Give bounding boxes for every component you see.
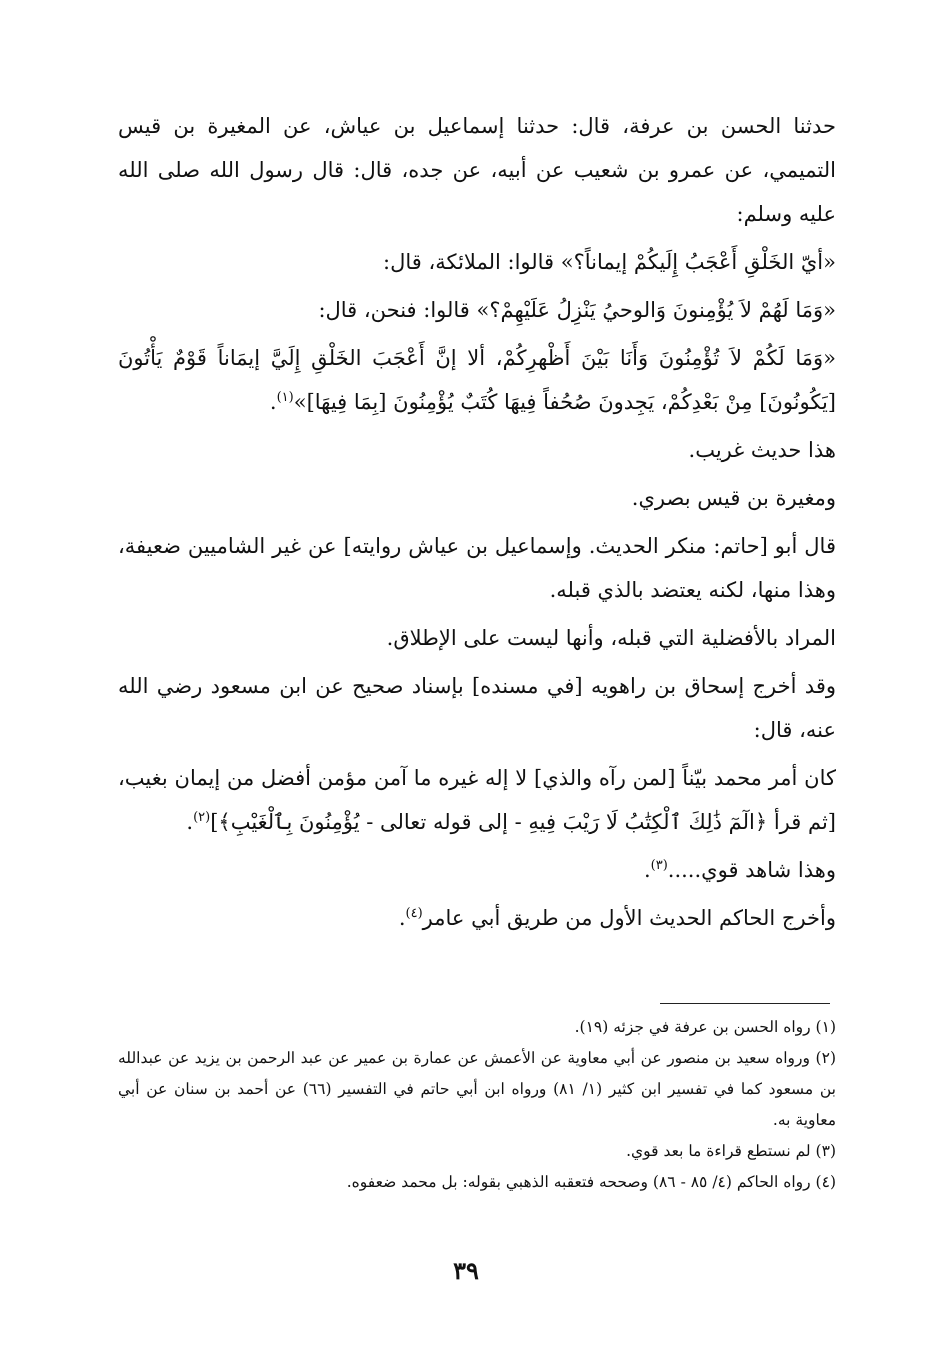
paragraph-hadith-angels: «وَمَا لَهُمْ لاَ يُؤْمِنونَ وَالوحيُ يَنْزِلُ عَلَيْهِمْ؟» قالوا: فنحن، قال: [318, 298, 836, 322]
ibn-masud-text: كان أمر محمد بيّناً [لمن رآه والذي] لا إله غيره ما آمن مؤمن أفضل من إيمان بغيب، [ثم قرأ ﴿الٓمٓ ذَٰلِكَ ٱلْكِتَٰبُ لَا رَيْبَ فِيهِ - إلى قوله تعالى - يُؤْمِنُونَ بِٱلْغَيْبِ﴾] [118, 766, 836, 834]
paragraph-isnad: حدثنا الحسن بن عرفة، قال: حدثنا إسماعيل بن عياش، عن المغيرة بن قيس التميمي، عن عمرو بن شعيب عن أبيه، عن جده، قال: قال رسول الله صلى الله عليه وسلم: [118, 114, 836, 226]
paragraph-hadith-question: «أيّ الخَلْقِ أَعْجَبُ إِلَيكُمْ إيماناً؟» قالوا: الملائكة، قال: [383, 250, 836, 274]
shahid-text: وهذا شاهد قوي..... [667, 858, 836, 882]
paragraph-abu-hatim: قال أبو [حاتم: منكر الحديث. وإسماعيل بن عياش روايته] عن غير الشاميين ضعيفة، وهذا منها، لكنه يعتضد بالذي قبله. [118, 534, 836, 602]
main-text [118, 104, 836, 944]
paragraph-mughira: ومغيرة بن قيس بصري. [631, 486, 836, 510]
footnote-3: (٣) لم نستطع قراءة ما بعد قوي. [626, 1142, 836, 1160]
footnote-ref-3: (٣) [650, 858, 668, 873]
footnote-2: (٢) ورواه سعيد بن منصور عن أبي معاوية عن الأعمش عن عمارة بن عمير عن عبد الرحمن بن يزيد عن عبدالله بن مسعود كما في تفسير ابن كثير (١/ ٨١) ورواه ابن أبي حاتم في التفسير (٦٦) عن أحمد بن سنان عن أبي معاوية به. [118, 1049, 837, 1129]
paragraph-afdaliyya: المراد بالأفضلية التي قبله، وأنها ليست على الإطلاق. [386, 626, 836, 650]
footnote-ref-4: (٤) [405, 906, 423, 921]
footnote-ref-2: (٢) [193, 810, 211, 825]
footnote-ref-1: (١) [276, 390, 294, 405]
paragraph-ishaq: وقد أخرج إسحاق بن راهويه [في مسنده] بإسناد صحيح عن ابن مسعود رضي الله عنه، قال: [118, 674, 836, 742]
hadith-answer-text: «وَمَا لَكُمْ لاَ تُؤْمِنُونَ وَأَنَا بَيْنَ أَظْهرِكُمْ، ألا إنَّ أَعْجَبَ الخَلْقِ إِلَيَّ إيمَاناً قَوْمٌ يَأْتُونَ [يَكُونُونَ] مِنْ بَعْدِكُمْ، يَجِدونَ صُحُفاً فِيهَا كُتَبٌ يُؤْمِنُونَ [بِمَا فِيهَا]» [118, 346, 836, 414]
footnotes [118, 1012, 836, 1198]
paragraph-gharib: هذا حديث غريب. [688, 438, 836, 462]
footnote-1: (١) رواه الحسن بن عرفة في جزئه (١٩). [574, 1018, 836, 1036]
hakim-text: وأخرج الحاكم الحديث الأول من طريق أبي عامر [422, 906, 836, 930]
paragraph-hakim [118, 896, 836, 940]
hadith-answer-end: . [269, 390, 277, 414]
ibn-masud-end: . [186, 810, 194, 834]
paragraph-hadith-answer [118, 336, 836, 424]
hakim-end: . [398, 906, 406, 930]
footnote-4: (٤) رواه الحاكم (٤/ ٨٥ - ٨٦) وصححه فتعقبه الذهبي بقوله: بل محمد ضعفوه. [346, 1173, 836, 1191]
page-number: ٣٩ [453, 1256, 479, 1285]
paragraph-shahid [118, 848, 836, 892]
footnote-divider [660, 1003, 830, 1004]
shahid-end: . [643, 858, 651, 882]
paragraph-ibn-masud [118, 756, 836, 844]
